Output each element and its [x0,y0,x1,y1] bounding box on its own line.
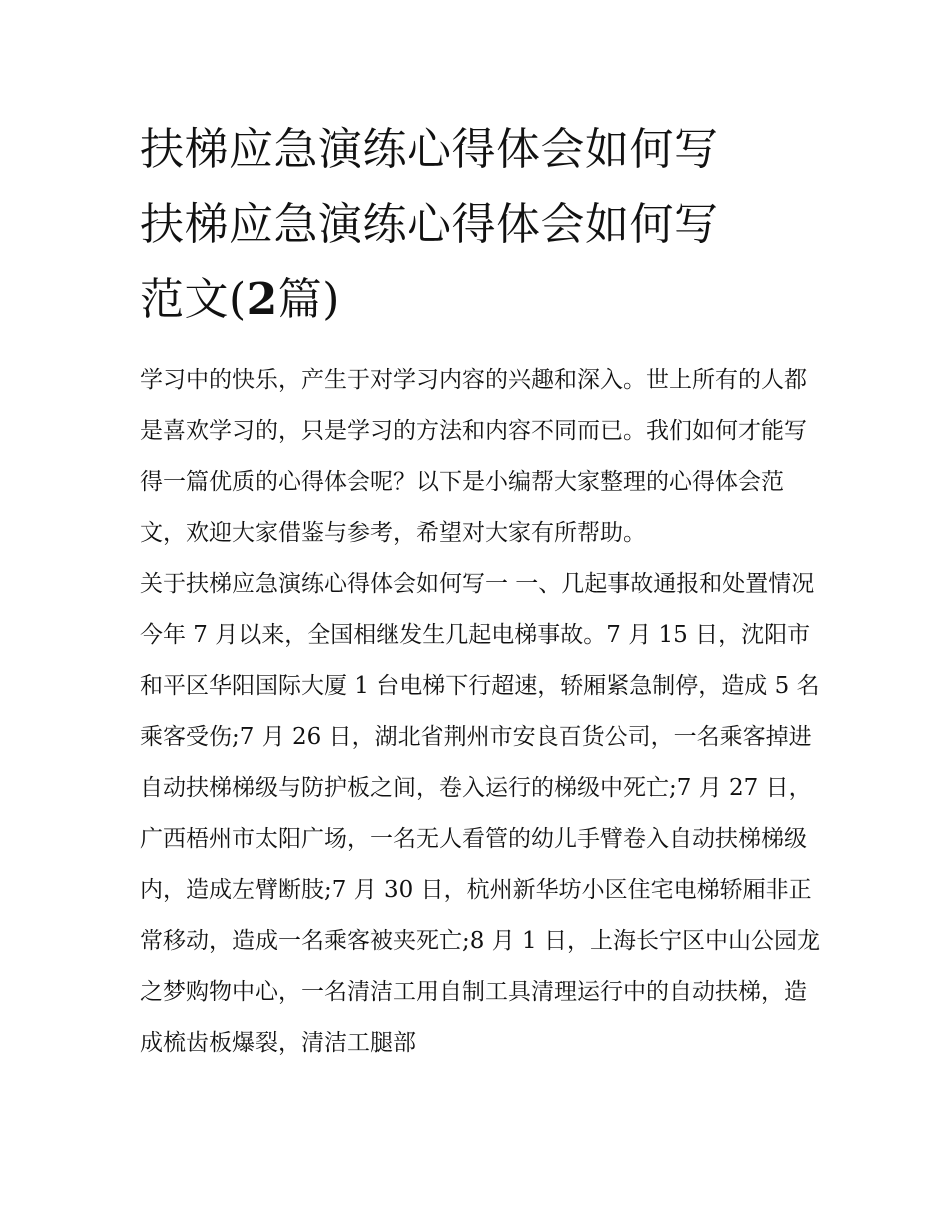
title-article-count: 2 [246,274,278,325]
title-line-3-suffix: 篇) [277,274,340,325]
section-heading: 关于扶梯应急演练心得体会如何写一 一、几起事故通报和处置情况 [140,571,815,597]
title-line-3-prefix: 范文( [140,274,247,325]
document-title [140,112,820,337]
title-line-2: 扶梯应急演练心得体会如何写 [140,199,719,250]
title-line-1: 扶梯应急演练心得体会如何写 [140,124,719,175]
intro-paragraph: 学习中的快乐，产生于对学习内容的兴趣和深入。世上所有的人都是喜欢学习的，只是学习的方法和内容不同而已。我们如何才能写得一篇优质的心得体会呢？以下是小编帮大家整理的心得体会范文，欢迎大家借鉴与参考，希望对大家有所帮助。 [140,367,807,546]
body-paragraph: 今年 7 月以来，全国相继发生几起电梯事故。7 月 15 日，沈阳市和平区华阳国际大厦 1 台电梯下行超速，轿厢紧急制停，造成 5 名乘客受伤;7 月 26 日，湖北省荆州市安良百货公司，一名乘客掉进自动扶梯梯级与防护板之间，卷入运行的梯级中死亡;7 月 27 日，广西梧州市太阳广场，一名无人看管的幼儿手臂卷入自动扶梯梯级内，造成左臂断肢;7 月 30 日，杭州新华坊小区住宅电梯轿厢非正常移动，造成一名乘客被夹死亡;8 月 1 日，上海长宁区中山公园龙之梦购物中心，一名清洁工用自制工具清理运行中的自动扶梯，造成梳齿板爆裂，清洁工腿部 [140,622,820,1056]
document-body [140,355,820,1069]
